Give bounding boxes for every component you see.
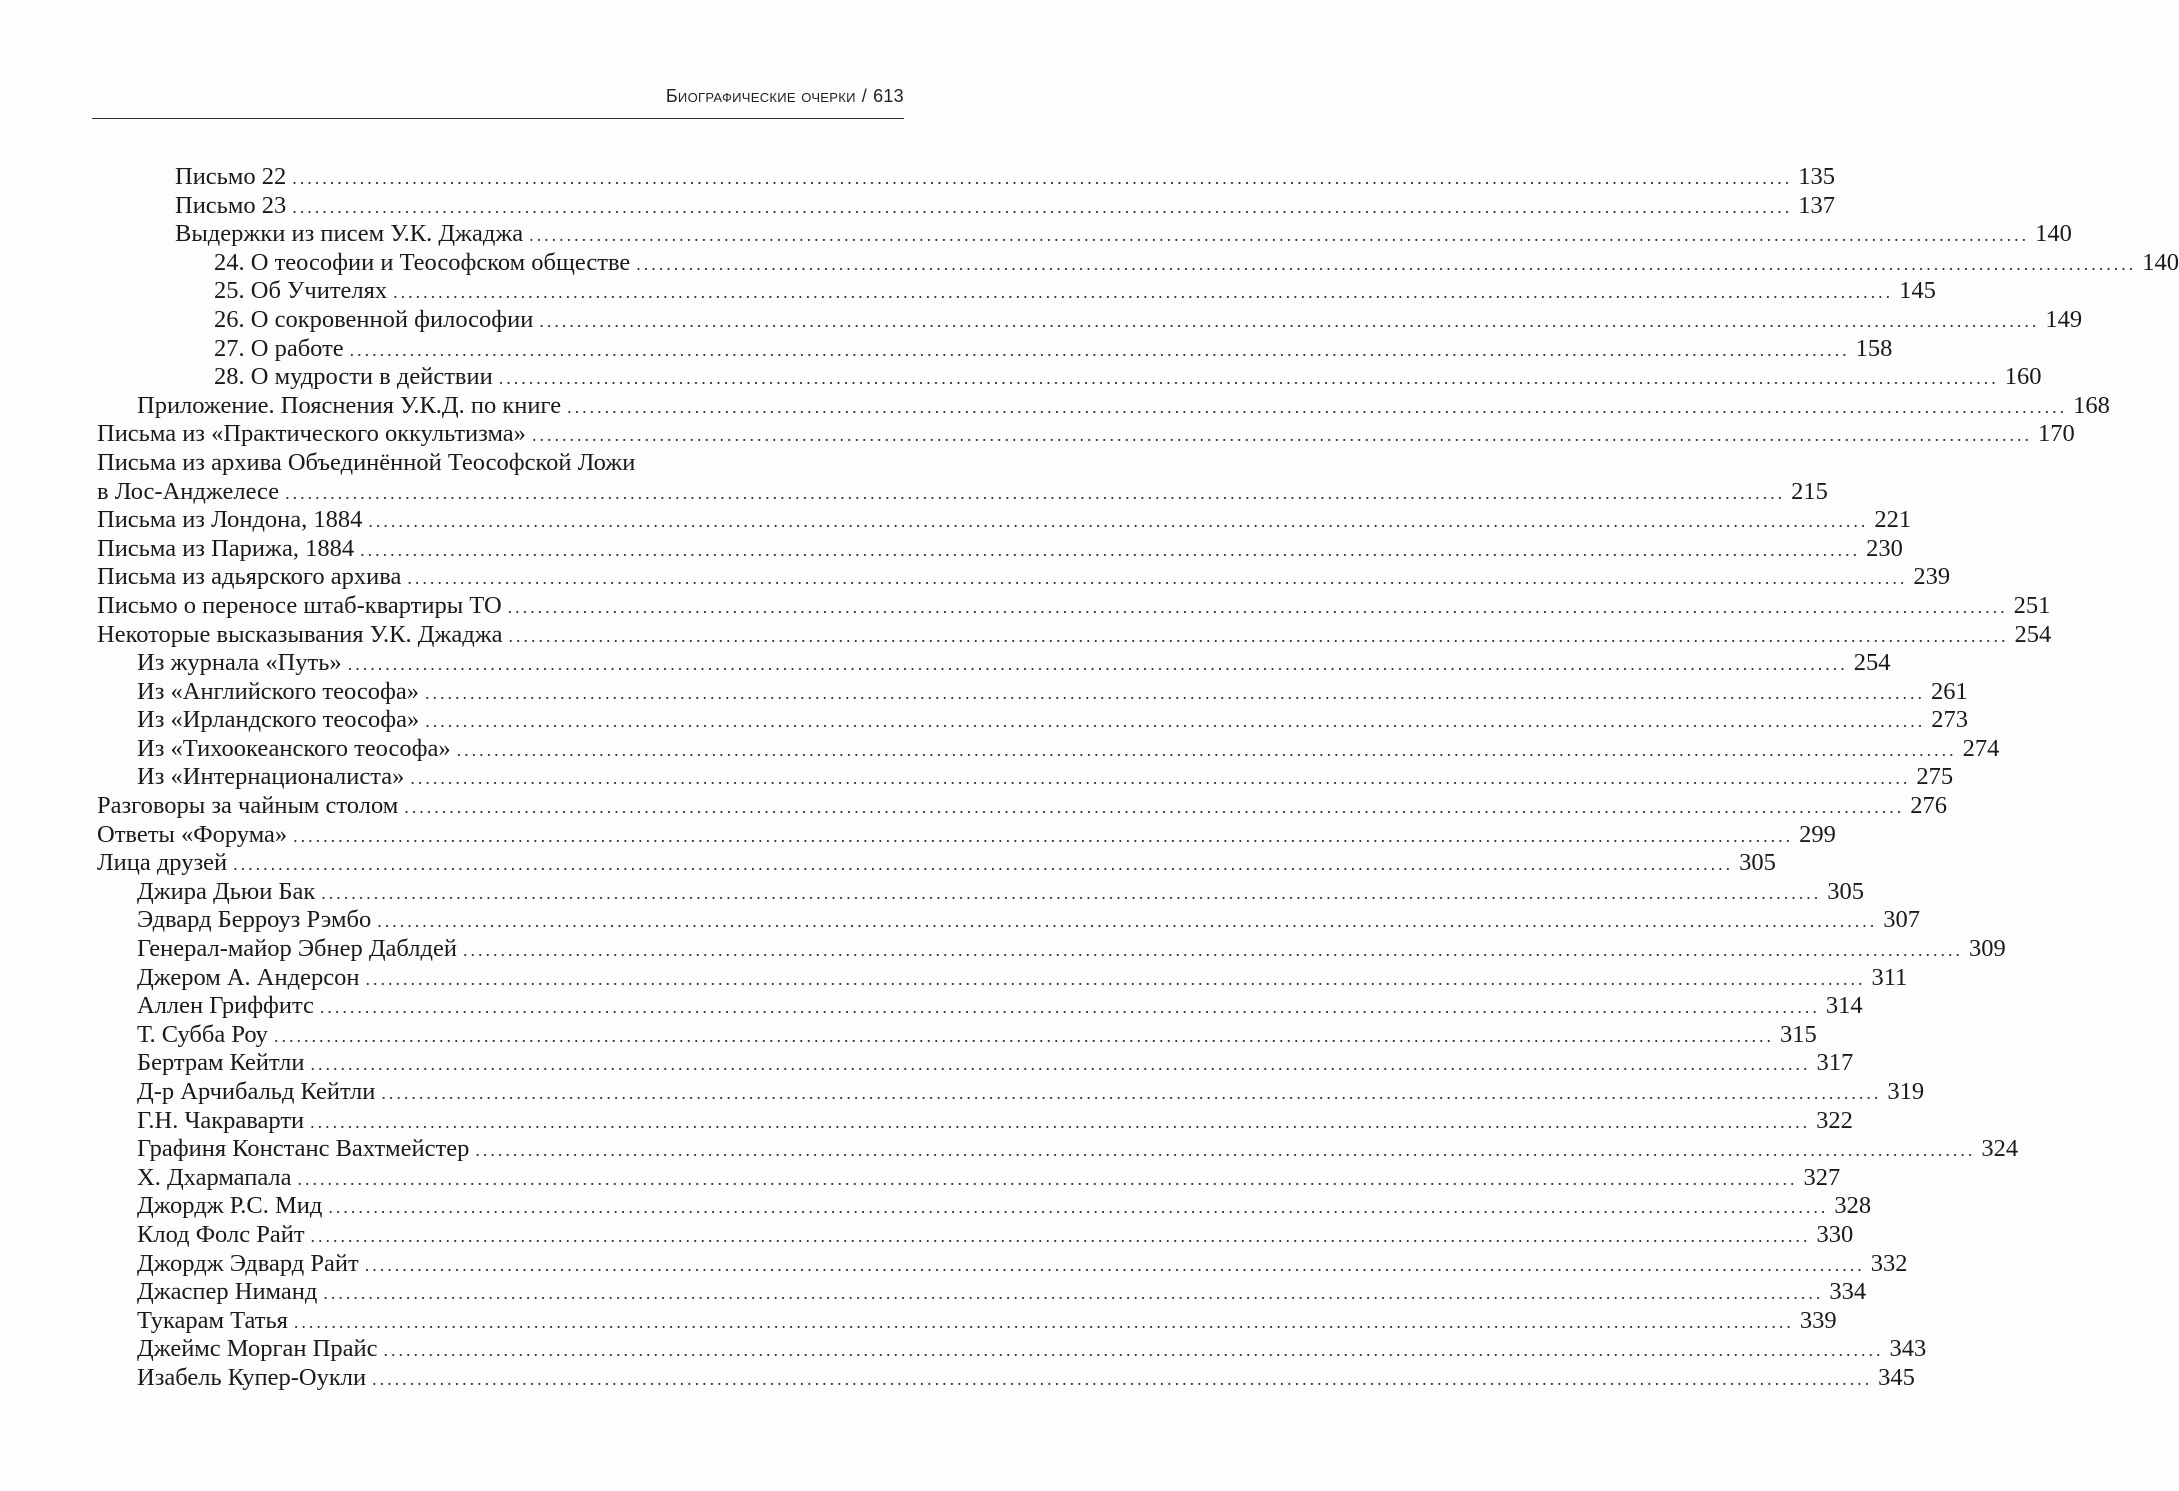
dot-leader: ........................................................................................................................................................................................................ bbox=[349, 339, 1850, 360]
toc-entry bbox=[0, 1163, 1841, 1193]
toc-entry bbox=[0, 820, 1836, 850]
toc-entry-title: Приложение. Пояснения У.К.Д. по книге bbox=[137, 391, 562, 419]
dot-leader: ........................................................................................................................................................................................................ bbox=[360, 539, 1861, 560]
toc-entry-title: Клод Фолс Райт bbox=[137, 1220, 305, 1248]
toc-entry bbox=[0, 563, 1951, 592]
toc-entry-title: Аллен Гриффитс bbox=[137, 992, 314, 1020]
dot-leader: ........................................................................................................................................................................................................ bbox=[425, 711, 1926, 732]
section-title: Биографические очерки bbox=[665, 86, 856, 106]
toc-entry-title: Джеймс Морган Прайс bbox=[137, 1335, 378, 1363]
toc-entry bbox=[0, 248, 2179, 278]
toc-entry bbox=[0, 1049, 1854, 1078]
toc-entry-page: 299 bbox=[1799, 820, 1836, 848]
toc-entry-title: Ответы «Форума» bbox=[97, 820, 288, 848]
toc-entry-title: Т. Субба Роу bbox=[137, 1020, 268, 1048]
dot-leader: ........................................................................................................................................................................................................ bbox=[475, 1140, 1976, 1161]
dot-leader: ........................................................................................................................................................................................................ bbox=[462, 940, 1963, 961]
dot-leader: ........................................................................................................................................................................................................ bbox=[636, 253, 2137, 274]
toc-entry-page: 319 bbox=[1887, 1078, 1925, 1105]
toc-entry-page: 345 bbox=[1878, 1363, 1915, 1391]
toc-entry-title: 25. Об Учителях bbox=[214, 277, 388, 305]
toc-entry-title: Из «Ирландского теософа» bbox=[137, 706, 420, 734]
toc-entry bbox=[0, 963, 1908, 993]
toc-entry bbox=[0, 477, 1828, 507]
toc-entry-title: Лица друзей bbox=[97, 849, 228, 877]
toc-entry bbox=[0, 1192, 1872, 1221]
toc-entry bbox=[0, 163, 1835, 192]
toc-entry bbox=[0, 935, 2006, 964]
dot-leader: ........................................................................................................................................................................................................ bbox=[310, 1054, 1811, 1075]
toc-entry bbox=[0, 506, 1912, 535]
toc-entry bbox=[0, 1020, 1817, 1050]
toc-entry-page: 239 bbox=[1913, 563, 1951, 591]
toc-entry-page: 307 bbox=[1883, 906, 1920, 934]
toc-entry-page: 339 bbox=[1799, 1306, 1837, 1334]
toc-entry-title: 27. О работе bbox=[214, 334, 344, 362]
toc-entry bbox=[0, 363, 2042, 392]
toc-entry-page: 317 bbox=[1816, 1049, 1854, 1077]
toc-entry-title: Письмо 22 bbox=[175, 163, 287, 190]
toc-entry-page: 254 bbox=[2014, 620, 2052, 648]
toc-entry-page: 332 bbox=[1870, 1249, 1908, 1277]
toc-entry-title: Джира Дьюи Бак bbox=[137, 877, 316, 905]
toc-entry-page: 140 bbox=[2142, 248, 2179, 276]
toc-entry bbox=[0, 1363, 1915, 1393]
toc-entry-page: 221 bbox=[1874, 506, 1912, 534]
toc-entry bbox=[0, 992, 1863, 1021]
header-separator: / bbox=[861, 86, 868, 106]
toc-entry-title: Письмо о переносе штаб-квартиры ТО bbox=[97, 591, 502, 619]
toc-entry-page: 305 bbox=[1827, 877, 1865, 905]
toc-entry bbox=[0, 706, 1968, 735]
toc-entry bbox=[0, 220, 2072, 249]
toc-entry-page: 274 bbox=[1962, 734, 2000, 762]
toc-entry-title: в Лос-Анджелесе bbox=[97, 477, 280, 505]
toc-entry-title: 28. О мудрости в действии bbox=[214, 363, 493, 391]
toc-entry-title: 24. О теософии и Теософском обществе bbox=[214, 248, 631, 276]
toc-entry-page: 215 bbox=[1791, 477, 1828, 505]
toc-entry-title: Г.Н. Чакраварти bbox=[137, 1106, 305, 1134]
toc-entry-title: Изабель Купер-Оукли bbox=[137, 1363, 367, 1391]
toc-entry bbox=[0, 734, 2000, 764]
toc-entry-page: 137 bbox=[1798, 191, 1835, 219]
dot-leader: ........................................................................................................................................................................................................ bbox=[381, 1083, 1882, 1103]
toc-entry bbox=[0, 391, 2110, 421]
dot-leader: ........................................................................................................................................................................................................ bbox=[292, 168, 1793, 188]
toc-entry-title: Письма из архива Объединённой Теософской Ложи bbox=[97, 448, 636, 476]
dot-leader: ........................................................................................................................................................................................................ bbox=[292, 196, 1793, 217]
dot-leader: ........................................................................................................................................................................................................ bbox=[297, 1168, 1798, 1189]
toc-entry bbox=[0, 849, 1776, 878]
dot-leader: ........................................................................................................................................................................................................ bbox=[273, 1025, 1774, 1046]
toc-entry-page: 273 bbox=[1931, 706, 1968, 734]
toc-entry bbox=[0, 1335, 1927, 1364]
toc-entry bbox=[0, 334, 1893, 364]
dot-leader: ........................................................................................................................................................................................................ bbox=[567, 396, 2068, 417]
toc-entry-title: Д-р Арчибальд Кейтли bbox=[137, 1078, 376, 1105]
toc-entry bbox=[0, 1278, 1867, 1307]
toc-entry-title: Письма из «Практического оккультизма» bbox=[97, 420, 526, 448]
toc-entry-page: 261 bbox=[1930, 677, 1968, 705]
toc-entry-title: Джаспер Ниманд bbox=[137, 1278, 318, 1306]
toc-entry-title: Эдвард Берроуз Рэмбо bbox=[137, 906, 372, 934]
toc-entry-title: Выдержки из писем У.К. Джаджа bbox=[175, 220, 524, 248]
toc-entry bbox=[0, 792, 1947, 821]
dot-leader: ........................................................................................................................................................................................................ bbox=[293, 825, 1794, 846]
toc-entry-title: Письма из адьярского архива bbox=[97, 563, 402, 591]
dot-leader: ........................................................................................................................................................................................................ bbox=[285, 482, 1786, 503]
toc-entry-page: 305 bbox=[1739, 849, 1776, 877]
toc-entry bbox=[0, 649, 1891, 678]
toc-entry bbox=[0, 449, 1000, 478]
dot-leader: ........................................................................................................................................................................................................ bbox=[323, 1283, 1824, 1304]
table-of-contents bbox=[0, 163, 2179, 1393]
dot-leader: ........................................................................................................................................................................................................ bbox=[531, 425, 2032, 446]
dot-leader: ........................................................................................................................................................................................................ bbox=[347, 654, 1848, 675]
toc-entry-page: 343 bbox=[1889, 1335, 1927, 1363]
toc-entry-page: 311 bbox=[1871, 963, 1908, 991]
toc-entry-title: Бертрам Кейтли bbox=[137, 1049, 305, 1077]
toc-entry bbox=[0, 1078, 1925, 1107]
toc-entry-title: Из «Тихоокеанского теософа» bbox=[137, 734, 451, 762]
dot-leader: ........................................................................................................................................................................................................ bbox=[293, 1311, 1794, 1332]
toc-entry-title: Х. Дхармапала bbox=[137, 1163, 292, 1191]
toc-entry bbox=[0, 191, 1835, 221]
dot-leader: ........................................................................................................................................................................................................ bbox=[321, 882, 1822, 903]
toc-entry-page: 149 bbox=[2045, 305, 2083, 333]
dot-leader: ........................................................................................................................................................................................................ bbox=[393, 282, 1894, 303]
dot-leader: ........................................................................................................................................................................................................ bbox=[404, 797, 1905, 818]
toc-entry bbox=[0, 877, 1865, 907]
dot-leader: ........................................................................................................................................................................................................ bbox=[407, 568, 1908, 589]
dot-leader: ........................................................................................................................................................................................................ bbox=[233, 854, 1734, 875]
dot-leader: ........................................................................................................................................................................................................ bbox=[508, 625, 2009, 646]
toc-entry-page: 330 bbox=[1816, 1220, 1854, 1248]
dot-leader: ........................................................................................................................................................................................................ bbox=[498, 368, 1999, 389]
toc-entry-page: 309 bbox=[1968, 935, 2006, 963]
toc-entry-page: 275 bbox=[1916, 763, 1954, 791]
toc-entry-title: Джордж Р.С. Мид bbox=[137, 1192, 323, 1220]
toc-entry-page: 322 bbox=[1816, 1106, 1853, 1134]
dot-leader: ........................................................................................................................................................................................................ bbox=[424, 682, 1925, 703]
toc-entry-page: 324 bbox=[1981, 1135, 2019, 1163]
toc-entry bbox=[0, 277, 1936, 306]
toc-entry-page: 230 bbox=[1866, 534, 1903, 562]
toc-entry-title: 26. О сокровенной философии bbox=[214, 305, 534, 333]
toc-entry-page: 314 bbox=[1825, 992, 1863, 1020]
dot-leader: ........................................................................................................................................................................................................ bbox=[456, 739, 1957, 760]
toc-entry bbox=[0, 1249, 1908, 1279]
toc-entry bbox=[0, 763, 1954, 792]
toc-entry bbox=[0, 305, 2083, 335]
toc-entry-page: 140 bbox=[2035, 220, 2072, 248]
toc-entry-page: 135 bbox=[1798, 163, 1835, 190]
dot-leader: ........................................................................................................................................................................................................ bbox=[372, 1368, 1873, 1389]
toc-entry-page: 334 bbox=[1829, 1278, 1867, 1306]
dot-leader: ........................................................................................................................................................................................................ bbox=[529, 225, 2030, 246]
toc-entry-page: 170 bbox=[2037, 420, 2075, 448]
toc-entry-title: Письмо 23 bbox=[175, 191, 287, 219]
toc-entry-title: Некоторые высказывания У.К. Джаджа bbox=[97, 620, 503, 648]
toc-entry-title: Письма из Парижа, 1884 bbox=[97, 534, 355, 562]
toc-entry-page: 251 bbox=[2013, 591, 2051, 619]
toc-entry-title: Из «Интернационалиста» bbox=[137, 763, 405, 791]
toc-entry-title: Из «Английского теософа» bbox=[137, 677, 419, 705]
toc-entry-page: 254 bbox=[1853, 649, 1891, 677]
running-head bbox=[92, 86, 904, 107]
toc-entry-title: Джордж Эдвард Райт bbox=[137, 1249, 359, 1277]
toc-entry-page: 158 bbox=[1855, 334, 1893, 362]
dot-leader: ........................................................................................................................................................................................................ bbox=[364, 1254, 1865, 1275]
dot-leader: ........................................................................................................................................................................................................ bbox=[507, 596, 2008, 617]
toc-entry bbox=[0, 591, 2051, 621]
toc-entry-page: 276 bbox=[1910, 792, 1947, 820]
toc-entry bbox=[0, 677, 1968, 707]
toc-entry bbox=[0, 534, 1903, 564]
toc-entry-page: 145 bbox=[1899, 277, 1936, 305]
dot-leader: ........................................................................................................................................................................................................ bbox=[365, 968, 1866, 989]
toc-entry-title: Генерал-майор Эбнер Даблдей bbox=[137, 935, 457, 963]
dot-leader: ........................................................................................................................................................................................................ bbox=[368, 511, 1869, 532]
toc-entry-page: 168 bbox=[2073, 391, 2110, 419]
toc-entry bbox=[0, 1306, 1837, 1336]
dot-leader: ........................................................................................................................................................................................................ bbox=[310, 1225, 1811, 1246]
dot-leader: ........................................................................................................................................................................................................ bbox=[310, 1111, 1811, 1132]
toc-entry bbox=[0, 1220, 1854, 1250]
dot-leader: ........................................................................................................................................................................................................ bbox=[539, 310, 2040, 331]
toc-entry-title: Тукарам Татья bbox=[137, 1306, 288, 1334]
toc-entry-page: 327 bbox=[1803, 1163, 1841, 1191]
toc-entry-title: Письма из Лондона, 1884 bbox=[97, 506, 363, 534]
toc-entry bbox=[0, 906, 1920, 935]
toc-entry bbox=[0, 1106, 1853, 1136]
toc-entry bbox=[0, 420, 2075, 449]
toc-entry-title: Из журнала «Путь» bbox=[137, 649, 342, 677]
toc-entry-page: 328 bbox=[1834, 1192, 1872, 1220]
dot-leader: ........................................................................................................................................................................................................ bbox=[377, 911, 1878, 932]
dot-leader: ........................................................................................................................................................................................................ bbox=[328, 1197, 1829, 1218]
dot-leader: ........................................................................................................................................................................................................ bbox=[319, 997, 1820, 1018]
toc-entry-title: Графиня Констанс Вахтмейстер bbox=[137, 1135, 470, 1163]
dot-leader: ........................................................................................................................................................................................................ bbox=[410, 768, 1911, 789]
toc-entry-title: Разговоры за чайным столом bbox=[97, 792, 399, 820]
dot-leader: ........................................................................................................................................................................................................ bbox=[383, 1340, 1884, 1361]
toc-entry-page: 160 bbox=[2004, 363, 2042, 391]
toc-entry-title: Джером А. Андерсон bbox=[137, 963, 360, 991]
toc-entry bbox=[0, 620, 2052, 650]
page-number: 613 bbox=[873, 86, 904, 106]
header-rule bbox=[92, 118, 904, 119]
toc-entry bbox=[0, 1135, 2019, 1164]
toc-entry-page: 315 bbox=[1779, 1020, 1817, 1048]
